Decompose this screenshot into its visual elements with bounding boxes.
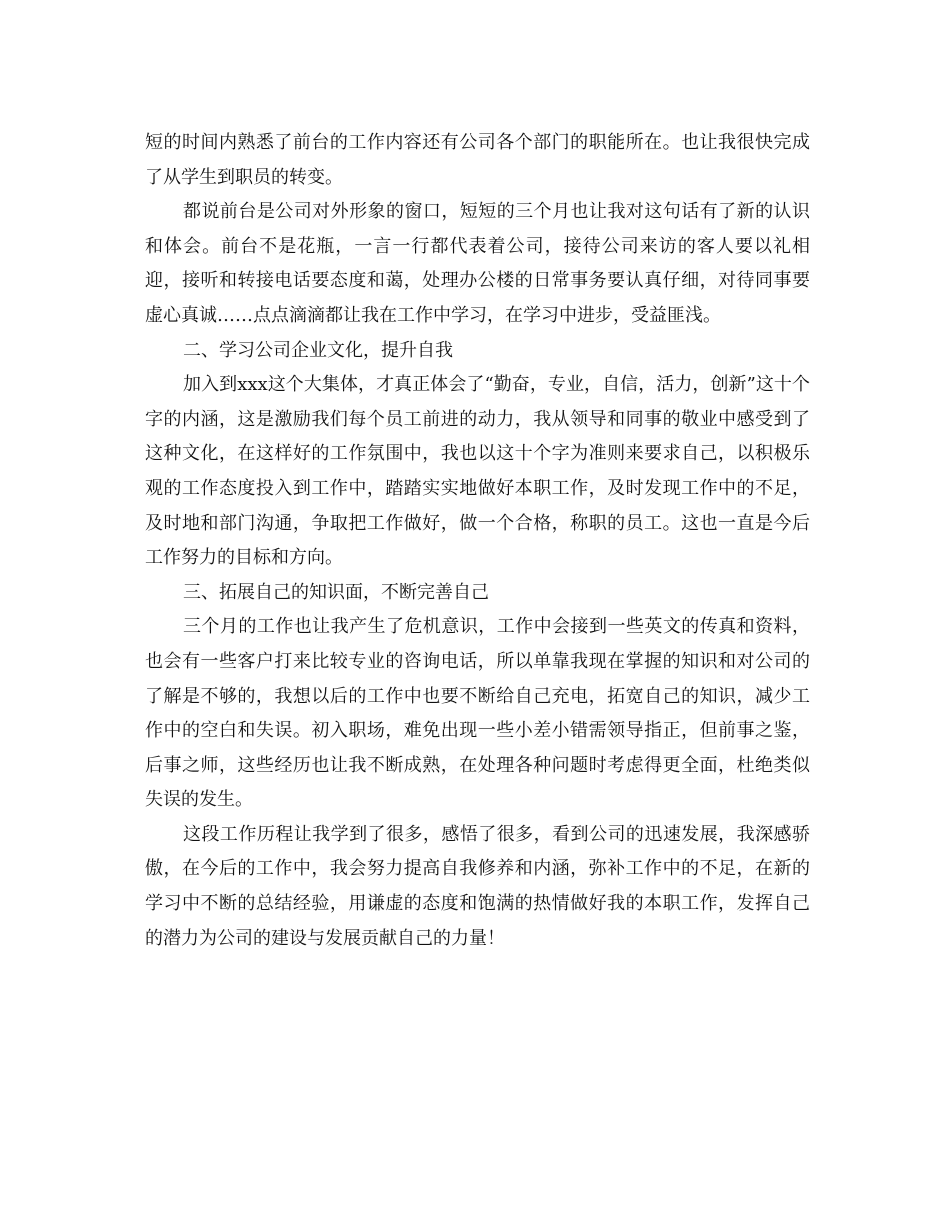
paragraph-continuation: 短的时间内熟悉了前台的工作内容还有公司各个部门的职能所在。也让我很快完成了从学生到职员的转变。 [145,132,810,188]
paragraph-conclusion: 这段工作历程让我学到了很多，感悟了很多，看到公司的迅速发展，我深感骄傲，在今后的工作中，我会努力提高自我修养和内涵，弥补工作中的不足，在新的学习中不断的总结经验，用谦虚的态度和饱满的热情做好我的本职工作，发挥自己的潜力为公司的建设与发展贡献自己的力量！ [145,823,810,949]
paragraph-knowledge: 三个月的工作也让我产生了危机意识，工作中会接到一些英文的传真和资料，也会有一些客户打来比较专业的咨询电话，所以单靠我现在掌握的知识和对公司的了解是不够的，我想以后的工作中也要不断给自己充电，拓宽自己的知识，减少工作中的空白和失误。初入职场，难免出现一些小差小错需领导指正，但前事之鉴，后事之师，这些经历也让我不断成熟，在处理各种问题时考虑得更全面，杜绝类似失误的发生。 [145,616,810,811]
document-body [145,126,810,956]
paragraph-front-desk-role: 都说前台是公司对外形象的窗口，短短的三个月也让我对这句话有了新的认识和体会。前台不是花瓶，一言一行都代表着公司，接待公司来访的客人要以礼相迎，接听和转接电话要态度和蔼，处理办公楼的日常事务要认真仔细，对待同事要虚心真诚……点点滴滴都让我在工作中学习，在学习中进步，受益匪浅。 [145,201,810,326]
section-heading-knowledge: 三、拓展自己的知识面，不断完善自己 [183,581,489,603]
paragraph-company-culture: 加入到xxx这个大集体，才真正体会了“勤奋，专业，自信，活力，创新”这十个字的内涵，这是激励我们每个员工前进的动力，我从领导和同事的敬业中感受到了这种文化，在这样好的工作氛围中，我也以这十个字为准则来要求自己，以积极乐观的工作态度投入到工作中，踏踏实实地做好本职工作，及时发现工作中的不足，及时地和部门沟通，争取把工作做好，做一个合格，称职的员工。这也一直是今后工作努力的目标和方向。 [145,374,810,569]
section-heading-culture: 二、学习公司企业文化，提升自我 [183,339,453,361]
